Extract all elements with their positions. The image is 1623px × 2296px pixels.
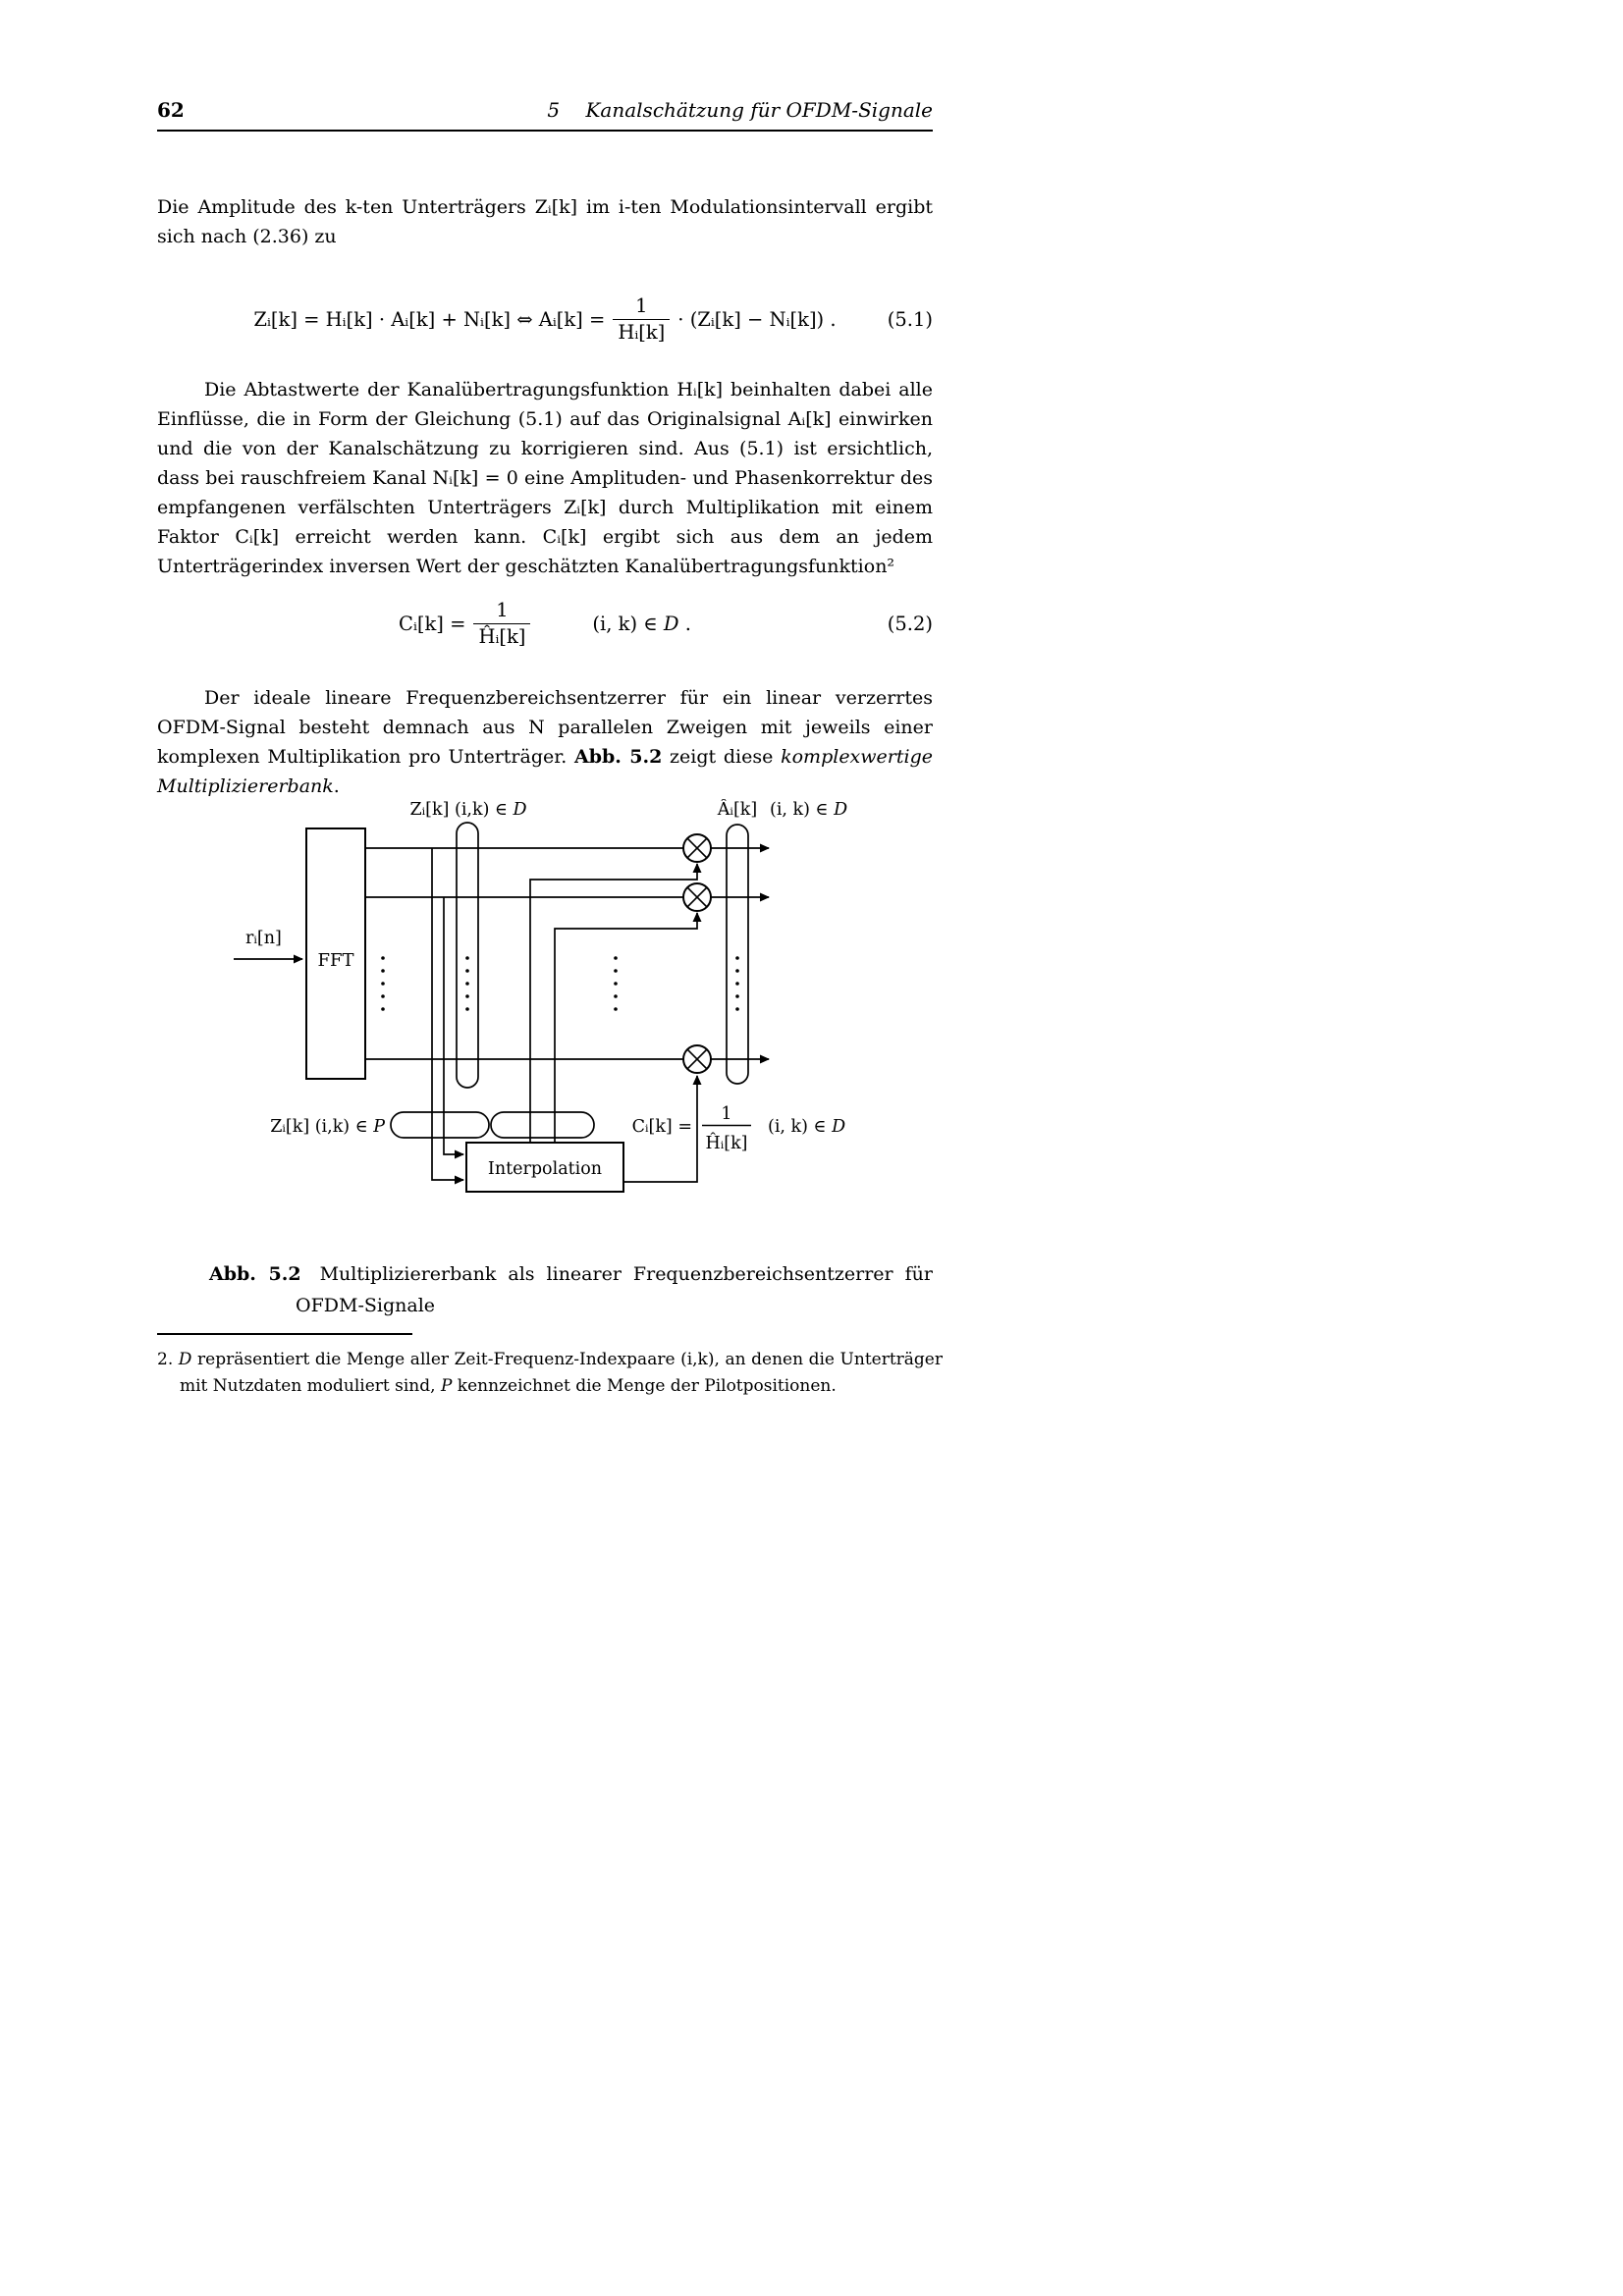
label-z-pilot: Zᵢ[k] (i,k) ∈ P [270, 1117, 385, 1137]
multiplier-icon-2 [683, 883, 711, 911]
eq1-fraction [613, 294, 670, 345]
label-coeff-set: (i, k) ∈ D [768, 1117, 846, 1137]
label-z-data: Zᵢ[k] (i,k) ∈ D [409, 800, 527, 820]
figure-5-2-diagram [196, 799, 884, 1211]
label-input-signal: rᵢ[n] [245, 929, 282, 948]
label-coeff-lhs: Cᵢ[k] = [631, 1117, 692, 1137]
chapter-title: Kanalschätzung für OFDM-Signale [585, 98, 933, 122]
label-interpolation: Interpolation [487, 1159, 603, 1179]
pilot-tap-2 [444, 897, 463, 1154]
figure-caption: Abb. 5.2 Multipliziererbank als linearer Frequenzbereichsentzerrer für OFDM-Signale [209, 1263, 933, 1316]
chapter-header [547, 98, 933, 122]
paragraph-channel-estimation: Die Abtastwerte der Kanalübertragungsfunktion Hᵢ[k] beinhalten dabei alle Einflüsse, die in Form der Gleichung (5.1) auf das Originalsignal Aᵢ[k] einwirken und die von der Kanalschätzung zu korrigieren sind. Aus (5.1) ist ersichtlich, dass bei rauschfreiem Kanal Nᵢ[k] = 0 eine Amplituden- und Phasenkorrektur des empfangenen verfälschten Unterträgers Zᵢ[k] durch Multiplikation mit einem Faktor Cᵢ[k] erreicht werden kann. Cᵢ[k] ergibt sich aus dem an jedem Unterträgerindex inversen Wert der geschätzten Kanalübertragungsfunktion² [157, 379, 933, 577]
eq2-rhs: (i, k) ∈ D . [592, 612, 691, 635]
label-a-hat: Âᵢ[k] [717, 800, 758, 820]
bus-capsule-coeff [491, 1112, 594, 1138]
eq2-denominator: Ĥᵢ[k] [473, 623, 530, 649]
eq1-number: (5.1) [887, 307, 933, 331]
bus-capsule-z [457, 823, 478, 1088]
footnote: 2. D repräsentiert die Menge aller Zeit-Frequenz-Indexpaare (i,k), an denen die Unterträger mit Nutzdaten moduliert sind, P kennzeichnet die Menge der Pilotpositionen. [157, 1350, 943, 1396]
bus-capsule-a [727, 825, 748, 1084]
eq1-lhs: Zᵢ[k] = Hᵢ[k] · Aᵢ[k] + Nᵢ[k] ⇔ Aᵢ[k] = [253, 307, 606, 331]
eq2-number: (5.2) [887, 612, 933, 635]
bus-capsule-pilot [391, 1112, 489, 1138]
page-header [157, 98, 933, 132]
eq2-numerator: 1 [496, 599, 509, 622]
equation-5-2 [157, 587, 933, 660]
page-number: 62 [157, 98, 185, 122]
multiplier-icon-1 [683, 834, 711, 862]
eq1-denominator: Hᵢ[k] [613, 319, 670, 345]
diagram-labels [245, 799, 847, 1179]
label-coeff-denominator: Ĥᵢ[k] [705, 1134, 748, 1153]
coeff-feed-2 [555, 913, 697, 1143]
paragraph-intro: Die Amplitude des k-ten Unterträgers Zᵢ[k] im i-ten Modulationsintervall ergibt sich nach (2.36) zu [157, 196, 933, 247]
paragraph-equalizer: Der ideale lineare Frequenzbereichsentzerrer für ein linear verzerrtes OFDM-Signal besteht demnach aus N parallelen Zweigen mit jeweils einer komplexen Multiplikation pro Unterträger. Abb. 5.2 zeigt diese komplexwertige Multipliziererbank. [157, 687, 933, 797]
eq2-fraction [473, 598, 530, 649]
label-coeff-numerator: 1 [721, 1104, 732, 1124]
eq1-numerator: 1 [635, 294, 648, 318]
label-a-hat-set: (i, k) ∈ D [770, 800, 848, 820]
label-fft: FFT [317, 950, 354, 971]
footnote-rule [157, 1333, 412, 1335]
equation-5-1 [157, 283, 933, 355]
eq1-rhs: · (Zᵢ[k] − Nᵢ[k]) . [677, 307, 837, 331]
ellipsis-dots [381, 956, 739, 1011]
multiplier-icon-n [683, 1045, 711, 1073]
chapter-number: 5 [547, 98, 561, 122]
eq2-lhs: Cᵢ[k] = [399, 612, 466, 635]
